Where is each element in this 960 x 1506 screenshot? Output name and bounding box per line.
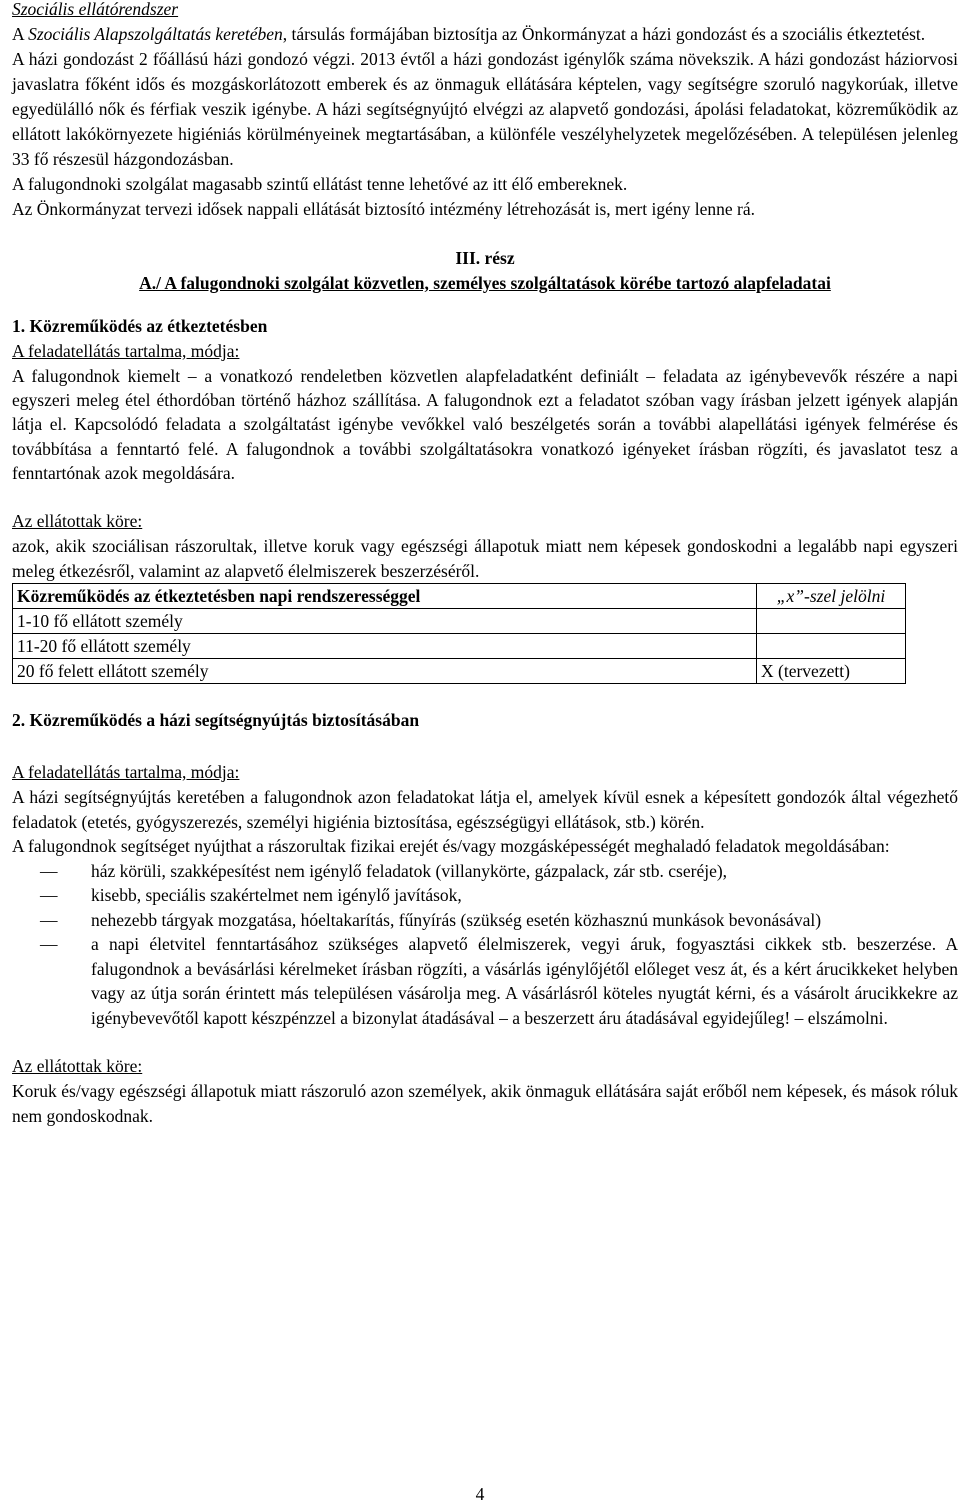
list-item: — kisebb, speciális szakértelmet nem igénylő javítások, <box>12 883 958 908</box>
section1-title: 1. Közreműködés az étkeztetésben <box>12 316 268 336</box>
intro-paragraph-4: Az Önkormányzat tervezi idősek nappali ellátását biztosító intézmény létrehozását is, mert igény lenne rá. <box>12 199 755 219</box>
part-title-prefix: A./ <box>139 273 162 293</box>
table-row-label: 11-20 fő ellátott személy <box>13 634 757 659</box>
section1-task-label: A feladatellátás tartalma, módja: <box>12 341 240 361</box>
intro-p1-rest: , társulás formájában biztosítja az Önkormányzat a házi gondozást és a szociális étkeztetést. <box>282 24 926 44</box>
part-title <box>12 271 958 296</box>
section2-served-label: Az ellátottak köre: <box>12 1056 143 1077</box>
table-header-left: Közreműködés az étkeztetésben napi rendszerességgel <box>13 584 757 609</box>
table-header-row <box>13 584 906 609</box>
table-row <box>13 634 906 659</box>
table-row-mark <box>757 634 906 659</box>
section1-task-text: A falugondnok kiemelt – a vonatkozó rendeletben közvetlen alapfeladatként definiált – feladata az igénybevevők részére a napi egyszeri meleg étel éthordóban történő házhoz szállítása. A falugondnok ezt a feladatot szóban vagy írásban jelzett igények alapján látja el. Kapcsolódó feladata a szolgáltatást igénybe vevőkkel való beszélgetés során a további alapellátási igények felmérése és továbbítása a fenntartó felé. A falugondnok a további szolgáltatásokra vonatkozó igényeket írásban rögzíti, és javaslatot tesz a fenntartónak azok megoldására. <box>12 366 958 483</box>
intro-paragraph-2: A házi gondozást 2 főállású házi gondozó végzi. 2013 évtől a házi gondozást igénylők száma növekszik. A házi gondozást háziorvosi javaslatra főként idős és mozgáskorlátozott emberek és az önmaguk ellátására képtelen, vagy segítségre szoruló nagykorúak, illetve egyedülálló nők és férfiak veszik igénybe. A házi segítségnyújtó elvégzi az alapvető gondozási, ápolási feladatokat, közreműködik az ellátott lakókörnyezete higiéniás körülményeinek megtartásában, a különféle veszélyhelyzetek megelőzésében. A településen jelenleg 33 fő részesül házgondozásban. <box>12 49 958 169</box>
section2-task-text: A házi segítségnyújtás keretében a falugondnok azon feladatokat látja el, amelyek kívül esnek a képesített gondozók által végezhető feladatok (etetés, gyógyszerezés, személyi higiénia biztosítása, egészségügyi ellátások, stb.) körén. <box>12 787 958 832</box>
intro-p1-italic: Szociális Alapszolgáltatás keretében <box>28 24 283 44</box>
table-row-label: 1-10 fő ellátott személy <box>13 609 757 634</box>
table-row-label: 20 fő felett ellátott személy <box>13 659 757 684</box>
document-page <box>12 0 958 1128</box>
table-header-right: „x”-szel jelölni <box>757 584 906 609</box>
section2-served-text: Koruk és/vagy egészségi állapotuk miatt rászoruló azon személyek, akik önmaguk ellátására saját erőből nem képesek, és mások róluk nem gondoskodnak. <box>12 1081 958 1126</box>
section1-served-text: azok, akik szociálisan rászorultak, illetve koruk vagy egészségi állapotuk miatt nem képesek gondoskodni a legalább napi egyszeri meleg étkezésről, valamint az alapvető élelmiszerek beszerzéséről. <box>12 536 958 581</box>
section2-help-text: A falugondnok segítséget nyújthat a rászorultak fizikai erejét és/vagy mozgásképességét meghaladó feladatok megoldásában: <box>12 836 890 857</box>
catering-table <box>12 583 906 684</box>
section1-served-label: Az ellátottak köre: <box>12 511 143 532</box>
list-item: — nehezebb tárgyak mozgatása, hóeltakarítás, fűnyírás (szükség esetén közhasznú munkások bevonásával) <box>12 908 958 933</box>
intro-paragraph-3: A falugondnoki szolgálat magasabb szintű ellátást tenne lehetővé az itt élő embereknek. <box>12 174 628 194</box>
intro-paragraph-1 <box>12 22 958 47</box>
list-item: — ház körüli, szakképesítést nem igénylő feladatok (villanykörte, gázpalack, zár stb. cseréje), <box>12 859 958 884</box>
task-list <box>12 859 958 1031</box>
table-row-mark <box>757 609 906 634</box>
part-title-rest: A falugondnoki szolgálat közvetlen, személyes szolgáltatások körébe tartozó alapfeladatai <box>161 273 831 293</box>
section-heading: Szociális ellátórendszer <box>12 0 179 19</box>
list-item: — a napi életvitel fenntartásához szükséges alapvető élelmiszerek, vegyi áruk, fogyasztási cikkek stb. beszerzése. A falugondnok a bevásárlási kérelmeket írásban rögzíti, a vásárlás igénylőjétől előleget vesz át, és a kért árucikkeket helyben vagy az útja során érintett más településen vásárolja meg. A vásárlásról köteles nyugtát kérni, és a vásárolt árucikkekre az igénybevevőtől kapott készpénzzel a bizonylat átadásával – a beszerzett áru átadásával egyidejűleg! – elszámolni. <box>12 932 958 1030</box>
part-number: III. rész <box>455 248 515 268</box>
section2-title: 2. Közreműködés a házi segítségnyújtás biztosításában <box>12 710 420 731</box>
page-number: 4 <box>475 1484 485 1504</box>
intro-p1-prefix: A <box>12 24 29 44</box>
table-row-mark: X (tervezett) <box>757 659 906 684</box>
section2-task-label: A feladatellátás tartalma, módja: <box>12 762 240 783</box>
table-row <box>13 659 906 684</box>
table-row <box>13 609 906 634</box>
